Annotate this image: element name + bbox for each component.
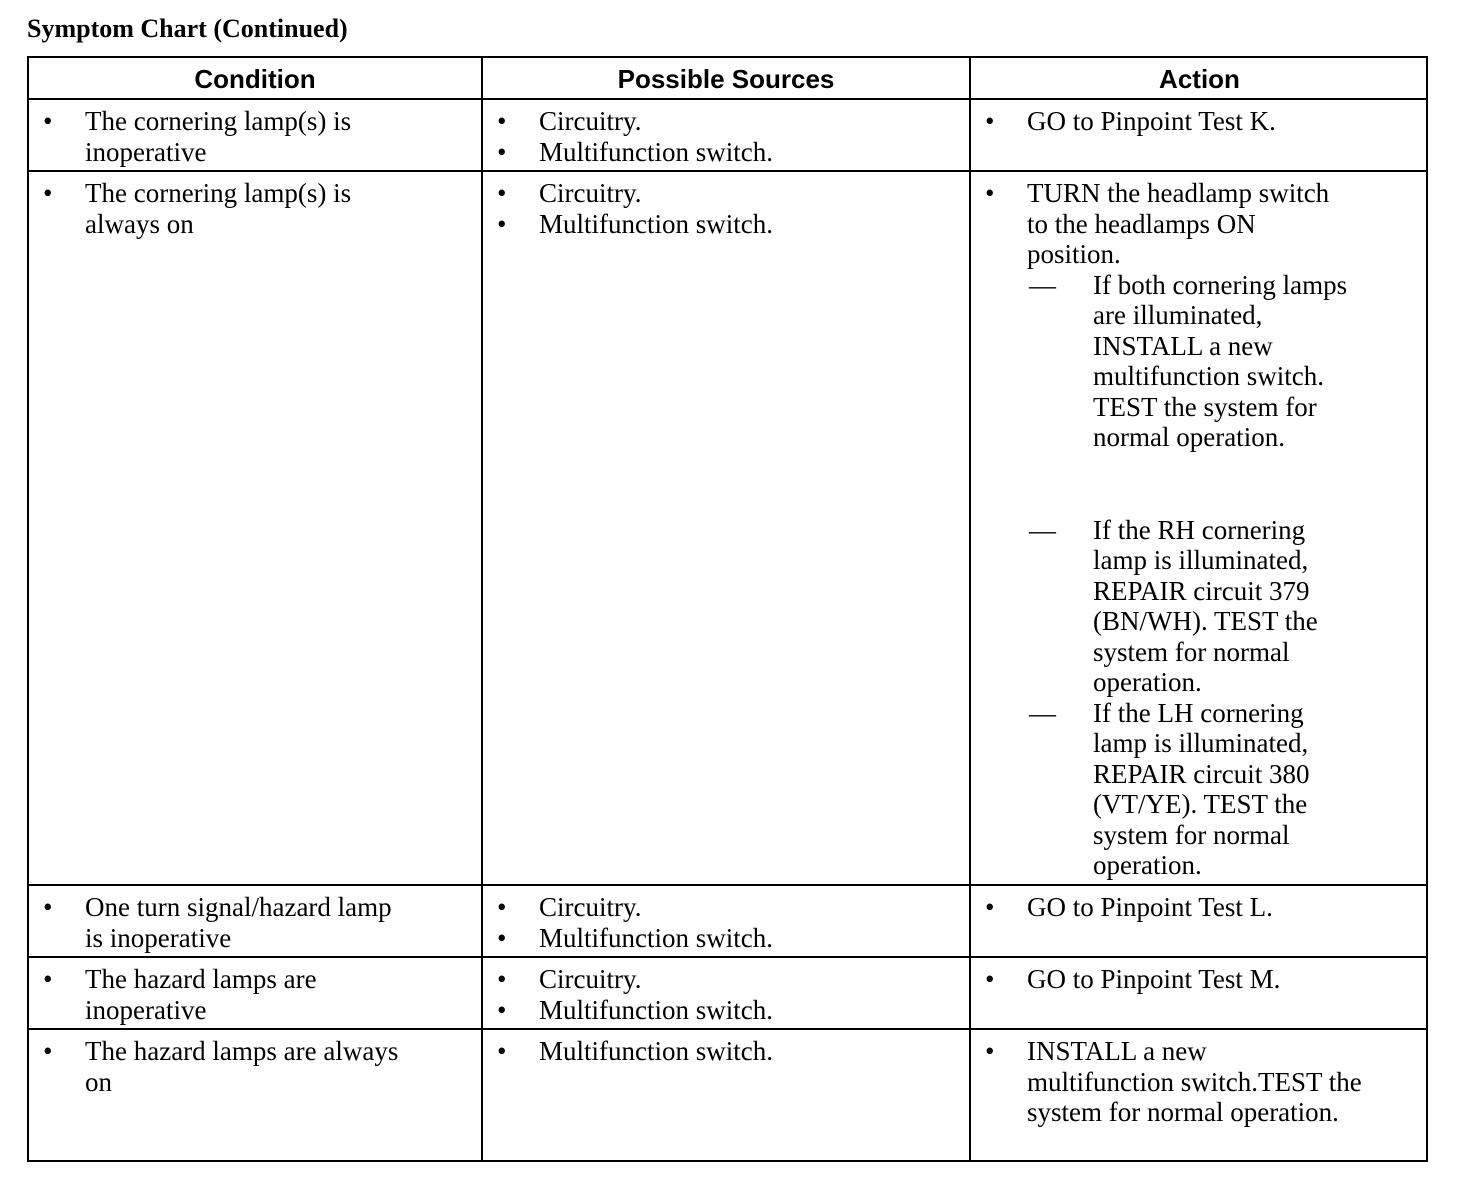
item-text: Multifunction switch. — [539, 922, 773, 953]
bullet-icon: • — [985, 178, 995, 208]
item-text: INSTALL a new multifunction switch.TEST the system for normal operation. — [1027, 1036, 1362, 1127]
page-title: Symptom Chart (Continued) — [27, 14, 348, 43]
bullet-icon: • — [43, 106, 53, 136]
bullet-icon: • — [43, 1036, 53, 1066]
action-cell — [971, 892, 1273, 923]
bullet-icon: • — [43, 964, 53, 994]
bullet-icon: • — [43, 892, 53, 922]
action-cell — [971, 1036, 1362, 1128]
bullet-icon: • — [985, 106, 995, 136]
dash-icon: — — [1029, 514, 1056, 545]
bullet-icon: • — [985, 964, 995, 994]
bullet-icon: • — [497, 1036, 507, 1066]
action-cell — [971, 178, 1347, 881]
bullet-item — [29, 106, 351, 167]
bullet-item — [483, 209, 773, 240]
bullet-icon: • — [497, 994, 507, 1025]
bullet-icon: • — [497, 136, 507, 167]
sources-cell — [483, 178, 773, 239]
item-text: Circuitry. — [539, 964, 642, 994]
sub-item — [971, 515, 1347, 698]
symptom-chart-table — [27, 56, 1428, 1162]
header-action: Action — [1159, 64, 1240, 94]
item-text: The cornering lamp(s) is inoperative — [85, 106, 352, 167]
bullet-item — [483, 892, 773, 923]
bullet-item — [971, 178, 1347, 270]
condition-cell — [29, 892, 392, 953]
bullet-icon: • — [985, 892, 995, 922]
item-text: Multifunction switch. — [539, 994, 773, 1025]
bullet-item — [971, 964, 1280, 995]
bullet-item — [483, 964, 773, 995]
sources-cell — [483, 106, 773, 167]
item-text: Circuitry. — [539, 178, 642, 208]
bullet-item — [483, 995, 773, 1026]
header-possible-sources: Possible Sources — [617, 64, 835, 94]
item-text: The hazard lamps are always on — [85, 1036, 399, 1097]
item-text: Multifunction switch. — [539, 1036, 773, 1066]
action-cell — [971, 106, 1276, 137]
bullet-item — [29, 1036, 398, 1097]
bullet-icon: • — [497, 106, 507, 136]
sub-item-text: If both cornering lamps are illuminated, INSTALL a new multifunction switch. TEST the system for normal operation. — [1093, 269, 1348, 452]
header-condition: Condition — [194, 64, 316, 94]
bullet-item — [483, 106, 773, 137]
bullet-icon: • — [497, 892, 507, 922]
bullet-icon: • — [497, 208, 507, 239]
bullet-item — [483, 178, 773, 209]
item-text: GO to Pinpoint Test L. — [1027, 892, 1273, 922]
action-cell — [971, 964, 1280, 995]
bullet-item — [483, 923, 773, 954]
item-text: TURN the headlamp switch to the headlamps ON position. — [1027, 178, 1330, 269]
bullet-icon: • — [985, 1036, 995, 1066]
sources-cell — [483, 1036, 773, 1067]
condition-cell — [29, 106, 351, 167]
bullet-item — [483, 1036, 773, 1067]
bullet-item — [483, 137, 773, 168]
item-text: Circuitry. — [539, 892, 642, 922]
condition-cell — [29, 178, 351, 239]
dash-icon: — — [1029, 269, 1056, 300]
sources-cell — [483, 964, 773, 1025]
bullet-item — [971, 892, 1273, 923]
bullet-icon: • — [497, 922, 507, 953]
bullet-item — [29, 892, 392, 953]
condition-cell — [29, 1036, 398, 1097]
item-text: GO to Pinpoint Test K. — [1027, 106, 1276, 136]
sub-item-text: If the RH cornering lamp is illuminated, REPAIR circuit 379 (BN/WH). TEST the system for normal operation. — [1093, 514, 1318, 697]
bullet-icon: • — [497, 178, 507, 208]
item-text: One turn signal/hazard lamp is inoperative — [85, 892, 392, 953]
bullet-item — [971, 1036, 1362, 1128]
condition-cell — [29, 964, 317, 1025]
bullet-item — [971, 106, 1276, 137]
bullet-icon: • — [497, 964, 507, 994]
bullet-item — [29, 178, 351, 239]
sub-item — [971, 698, 1347, 881]
item-text: Circuitry. — [539, 106, 642, 136]
sub-item — [971, 270, 1347, 453]
item-text: Multifunction switch. — [539, 208, 773, 239]
item-text: Multifunction switch. — [539, 136, 773, 167]
bullet-icon: • — [43, 178, 53, 208]
sub-item-text: If the LH cornering lamp is illuminated, REPAIR circuit 380 (VT/YE). TEST the system for normal operation. — [1093, 697, 1310, 880]
bullet-item — [29, 964, 317, 1025]
item-text: The cornering lamp(s) is always on — [85, 178, 352, 239]
item-text: The hazard lamps are inoperative — [85, 964, 317, 1025]
item-text: GO to Pinpoint Test M. — [1027, 964, 1281, 994]
dash-icon: — — [1029, 697, 1056, 728]
sources-cell — [483, 892, 773, 953]
